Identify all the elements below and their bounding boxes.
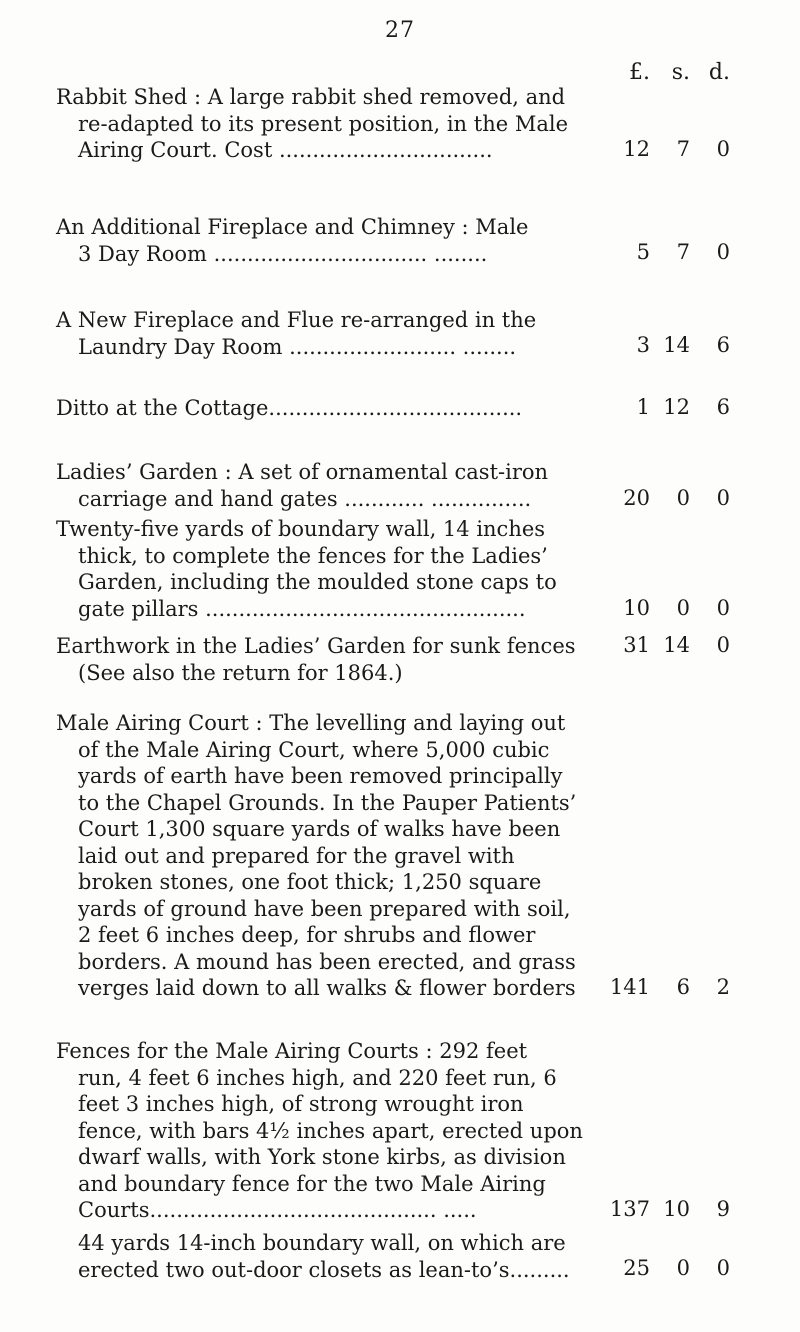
amount-pence: 0 [716,1256,730,1280]
entry-line: carriage and hand gates ............ ............... [78,486,532,511]
entry-line: erected two out-door closets as lean-to’s......... [78,1257,570,1282]
amount-pounds: 141 [609,975,650,999]
entry-line: borders. A mound has been erected, and grass [78,949,576,974]
amount-pounds: 1 [636,395,650,419]
entry-line: to the Chapel Grounds. In the Pauper Patients’ [78,790,577,815]
entry-new-fireplace [56,307,576,360]
amount-shillings: 0 [676,1256,690,1280]
amount-pounds: 12 [623,137,650,161]
amount-shillings: 0 [676,596,690,620]
amount-pounds: 3 [636,333,650,357]
amount-pence: 2 [716,975,730,999]
entry-fences [56,1038,583,1224]
entry-line: Ditto at the Cottage...................................... [56,396,523,420]
entry-line: Airing Court. Cost ................................ [78,138,493,162]
entry-line: 3 Day Room ................................ ........ [78,241,488,266]
amount-rabbit-shed [608,137,730,161]
entry-line: gate pillars ................................................ [78,596,526,621]
amount-pence: 0 [716,240,730,264]
amount-shillings: 12 [663,395,690,419]
entry-line: Courts........................................... ..... [78,1198,477,1222]
entry-line: of the Male Airing Court, where 5,000 cubic [78,737,550,762]
amount-new-fireplace [608,333,730,357]
entry-line: laid out and prepared for the gravel with [78,843,515,868]
amount-shillings: 0 [676,486,690,510]
amount-outdoor-closets [608,1256,730,1280]
shillings-header: s. [671,60,690,85]
entry-line: Twenty-five yards of boundary wall, 14 inches [56,517,546,541]
entry-line: 2 feet 6 inches deep, for shrubs and flower [78,923,536,947]
amount-pence: 0 [716,486,730,510]
entry-line: dwarf walls, with York stone kirbs, as division [78,1145,566,1169]
pence-header: d. [708,60,730,85]
amount-ditto-cottage [608,395,730,419]
amount-shillings: 14 [663,333,690,357]
amount-additional-fireplace [608,240,730,264]
amount-pounds: 25 [623,1256,650,1280]
amount-shillings: 7 [676,137,690,161]
entry-earthwork [56,633,576,686]
amount-pence: 0 [716,137,730,161]
entry-ditto-cottage [56,395,576,422]
amount-pence: 0 [716,633,730,657]
entry-line: Ladies’ Garden : A set of ornamental cast-iron [56,460,549,484]
amount-pounds: 20 [623,486,650,510]
page-number: 27 [385,18,415,43]
entry-line: broken stones, one foot thick; 1,250 square [78,870,542,894]
entry-line: yards of earth have been removed principally [78,764,563,788]
amount-shillings: 7 [676,240,690,264]
entry-outdoor-closets [78,1230,598,1283]
amount-pence: 9 [716,1197,730,1221]
entry-line: feet 3 inches high, of strong wrought iron [78,1092,524,1116]
entry-line: Male Airing Court : The levelling and laying out [56,711,566,735]
pounds-header: £. [629,60,650,85]
amount-pounds: 10 [623,596,650,620]
amount-shillings: 14 [663,633,690,657]
amount-pence: 0 [716,596,730,620]
amount-boundary-wall [608,596,730,620]
amount-shillings: 10 [663,1197,690,1221]
entry-rabbit-shed [56,84,576,164]
amount-pence: 6 [716,333,730,357]
amount-pounds: 5 [636,240,650,264]
entry-line: fence, with bars 4½ inches apart, erected upon [78,1118,583,1143]
entry-line: re-adapted to its present position, in the Male [78,111,568,136]
amount-earthwork [608,633,730,657]
amount-ladies-garden-gates [608,486,730,510]
amount-fences [608,1197,730,1221]
entry-line: Garden, including the moulded stone caps to [78,570,557,594]
entry-line: thick, to complete the fences for the Ladies’ [78,543,548,568]
currency-header [608,60,730,85]
entry-line: Laundry Day Room ......................... ........ [78,334,517,359]
entry-line: Rabbit Shed : A large rabbit shed removed, and [56,85,566,109]
entry-line: (See also the return for 1864.) [78,660,403,685]
amount-male-airing-court [608,975,730,999]
entry-boundary-wall [56,516,576,622]
entry-line: and boundary fence for the two Male Airing [78,1171,546,1196]
amount-pounds: 137 [609,1197,650,1221]
amount-pence: 6 [716,395,730,419]
entry-additional-fireplace [56,214,576,267]
amount-pounds: 31 [623,633,650,657]
amount-shillings: 6 [676,975,690,999]
entry-line: Earthwork in the Ladies’ Garden for sunk fences [56,634,576,658]
entry-line: yards of ground have been prepared with soil, [78,896,571,921]
entry-line: verges laid down to all walks & flower borders [78,976,576,1000]
entry-ladies-garden-gates [56,459,576,512]
entry-line: run, 4 feet 6 inches high, and 220 feet run, 6 [78,1065,557,1090]
entry-line: An Additional Fireplace and Chimney : Male [56,215,529,239]
entry-male-airing-court [56,710,576,1002]
entry-line: Court 1,300 square yards of walks have been [78,817,561,841]
entry-line: 44 yards 14-inch boundary wall, on which are [78,1231,566,1255]
entry-line: Fences for the Male Airing Courts : 292 feet [56,1039,528,1063]
entry-line: A New Fireplace and Flue re-arranged in the [56,308,537,332]
